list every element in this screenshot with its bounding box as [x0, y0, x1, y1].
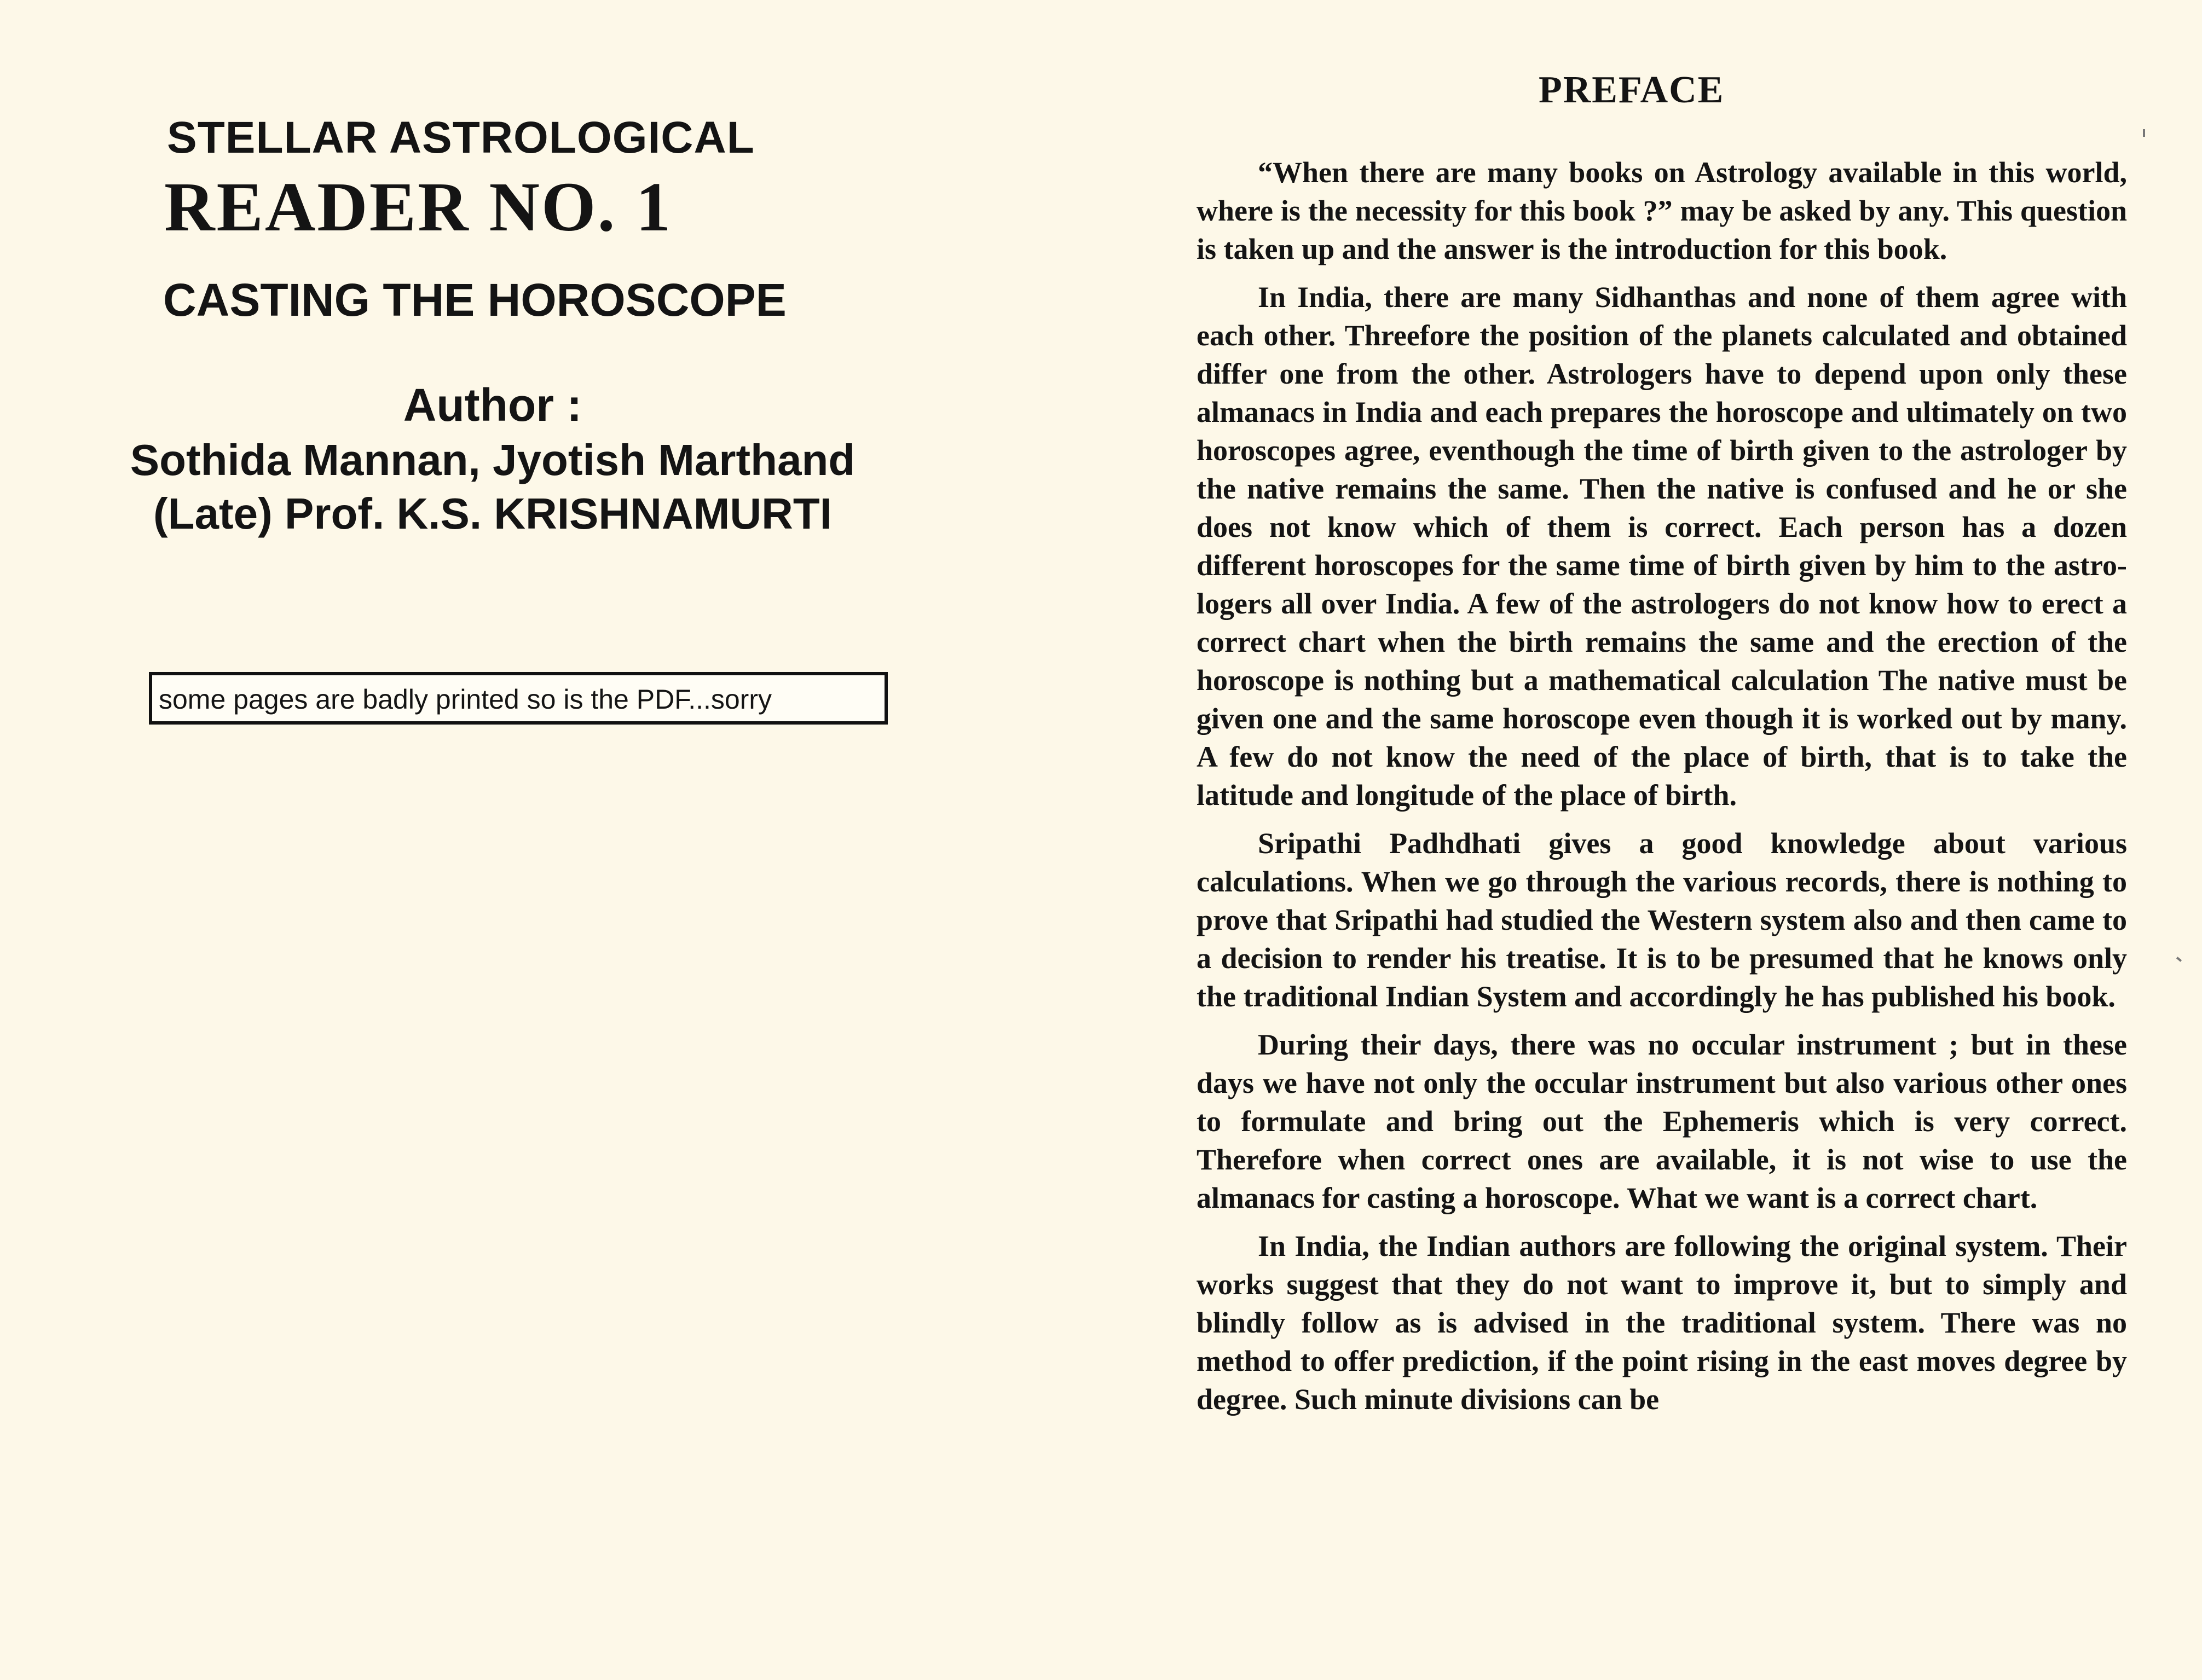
book-subtitle: CASTING THE HOROSCOPE	[163, 274, 787, 326]
preface-paragraph: In India, there are many Sidhanthas and none of them agree with each other. Threefore the position of the planets calculated and obtained differ one from the other. Astrologers have to depend upon only these almanacs in India and each prepares the horoscope and ultimately on two horoscopes agree, eventhough the time of birth given to the astrologer by the native remains the same. Then the native is confused and he or she does not know which of them is correct. Each person has a dozen different horoscopes for the same time of birth given by him to the astrologers all over India. A few of the astrologers do not know how to erect a correct chart when the birth remains the same and the erection of the horoscope is nothing but a mathematical calculation The native must be given one and the same horoscope even though it is worked out by many. A few do not know the need of the place of birth, that is to take the latitude and longitude of the place of birth.	[1197, 281, 2127, 812]
preface-paragraph: Sripathi Padhdhati gives a good knowledge about various calculations. When we go through the various records, there is nothing to prove that Sripathi had studied the Western system also and then came to a decision to render his treatise. It is to be presumed that he knows only the traditional Indian System and accordingly he has published his book.	[1197, 827, 2127, 1013]
scan-speck	[2143, 129, 2145, 137]
author-label: Author :	[403, 379, 582, 431]
preface-heading: PREFACE	[1539, 69, 1725, 111]
scan-note-box: some pages are badly printed so is the PDF...sorry	[149, 672, 888, 725]
author-title-line: Sothida Mannan, Jyotish Marthand	[130, 436, 856, 484]
preface-paragraph: In India, the Indian authors are following the original system. Their works suggest that they do not want to improve it, but to simply and blindly follow as is advised in the traditional system. There was no method to offer prediction, if the point rising in the east moves degree by degree. Such minute divisions can be	[1197, 1230, 2127, 1416]
author-block	[82, 378, 903, 541]
book-title: READER NO. 1	[164, 168, 673, 246]
series-title: STELLAR ASTROLOGICAL	[167, 113, 755, 163]
preface-paragraph: “When there are many books on Astrology available in this world, where is the necessity for this book ?” may be asked by any. This question is taken up and the answer is the introduction for this book.	[1197, 156, 2127, 265]
scan-speck	[2176, 957, 2182, 961]
author-name-line: (Late) Prof. K.S. KRISHNAMURTI	[153, 489, 832, 538]
preface-paragraph: During their days, there was no occular instrument ; but in these days we have not only the occular instrument but also various other ones to formulate and bring out the Ephemeris which is very correct. Therefore when correct ones are available, it is not wise to use the almanacs for casting a horoscope. What we want is a correct chart.	[1197, 1028, 2127, 1214]
right-page	[1101, 0, 2202, 1680]
preface-body	[1197, 153, 2127, 1428]
